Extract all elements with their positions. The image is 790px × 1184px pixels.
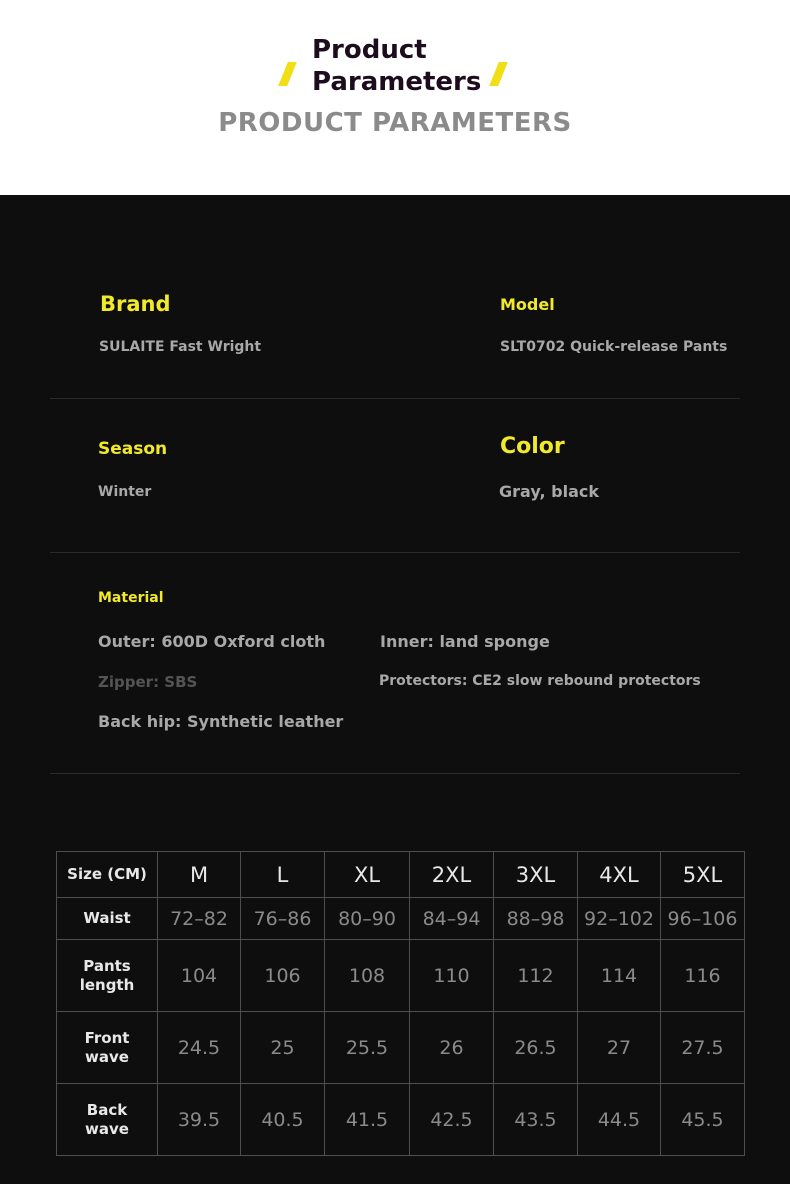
material-back-hip: Back hip: Synthetic leather (98, 712, 344, 731)
row-label-line: length (79, 975, 135, 994)
season-value: Winter (98, 484, 152, 500)
table-cell: 41.5 (325, 1084, 410, 1156)
table-row (57, 1084, 745, 1156)
row-label (57, 898, 158, 940)
table-cell: 72–82 (158, 898, 241, 940)
model-value: SLT0702 Quick-release Pants (500, 339, 728, 355)
size-header-cell: 5XL (661, 852, 745, 898)
table-cell: 42.5 (410, 1084, 494, 1156)
table-cell: 25.5 (325, 1012, 410, 1084)
row-label-line: wave (85, 1119, 129, 1138)
size-header-cell: M (158, 852, 241, 898)
title-line-1: Product (312, 35, 427, 65)
material-label: Material (98, 590, 164, 606)
size-header-cell: 2XL (410, 852, 494, 898)
table-cell: 76–86 (241, 898, 325, 940)
table-cell: 92–102 (578, 898, 661, 940)
page-subtitle: PRODUCT PARAMETERS (218, 108, 572, 138)
color-value: Gray, black (499, 482, 600, 501)
table-cell: 26.5 (494, 1012, 578, 1084)
size-header-cell: L (241, 852, 325, 898)
row-label-line: Waist (83, 909, 131, 928)
table-cell: 84–94 (410, 898, 494, 940)
table-cell: 25 (241, 1012, 325, 1084)
table-cell: 104 (158, 940, 241, 1012)
table-cell: 40.5 (241, 1084, 325, 1156)
divider (50, 398, 740, 399)
table-cell: 43.5 (494, 1084, 578, 1156)
table-cell: 108 (325, 940, 410, 1012)
row-label (57, 940, 158, 1012)
size-header-row (57, 852, 745, 898)
table-row (57, 1012, 745, 1084)
table-cell: 106 (241, 940, 325, 1012)
table-row (57, 898, 745, 940)
season-label: Season (98, 439, 168, 459)
divider (50, 552, 740, 553)
material-outer: Outer: 600D Oxford cloth (98, 632, 326, 651)
table-cell: 110 (410, 940, 494, 1012)
table-cell: 26 (410, 1012, 494, 1084)
table-cell: 27 (578, 1012, 661, 1084)
material-inner: Inner: land sponge (380, 632, 550, 651)
row-label-line: Back (86, 1100, 128, 1119)
size-header-cell: 3XL (494, 852, 578, 898)
table-cell: 80–90 (325, 898, 410, 940)
page-title (312, 34, 512, 98)
table-cell: 96–106 (661, 898, 745, 940)
table-cell: 116 (661, 940, 745, 1012)
header-section (0, 0, 790, 195)
table-row (57, 940, 745, 1012)
table-cell: 45.5 (661, 1084, 745, 1156)
material-zipper: Zipper: SBS (98, 673, 198, 691)
size-table (56, 851, 745, 1156)
table-cell: 39.5 (158, 1084, 241, 1156)
title-line-2: Parameters (312, 67, 482, 97)
row-label-line: Pants (83, 956, 131, 975)
divider (50, 773, 740, 774)
table-cell: 112 (494, 940, 578, 1012)
table-cell: 27.5 (661, 1012, 745, 1084)
table-cell: 44.5 (578, 1084, 661, 1156)
color-label: Color (500, 434, 565, 459)
size-header-cell: 4XL (578, 852, 661, 898)
brand-value: SULAITE Fast Wright (99, 339, 262, 355)
table-cell: 114 (578, 940, 661, 1012)
size-header-cell: XL (325, 852, 410, 898)
size-header-label: Size (CM) (57, 852, 158, 898)
row-label (57, 1084, 158, 1156)
row-label (57, 1012, 158, 1084)
row-label-line: wave (85, 1047, 129, 1066)
material-protectors: Protectors: CE2 slow rebound protectors (379, 673, 701, 689)
yellow-slash-left-icon (278, 62, 297, 86)
row-label-line: Front (84, 1028, 130, 1047)
brand-label: Brand (100, 292, 171, 316)
model-label: Model (500, 295, 555, 314)
table-cell: 88–98 (494, 898, 578, 940)
table-cell: 24.5 (158, 1012, 241, 1084)
